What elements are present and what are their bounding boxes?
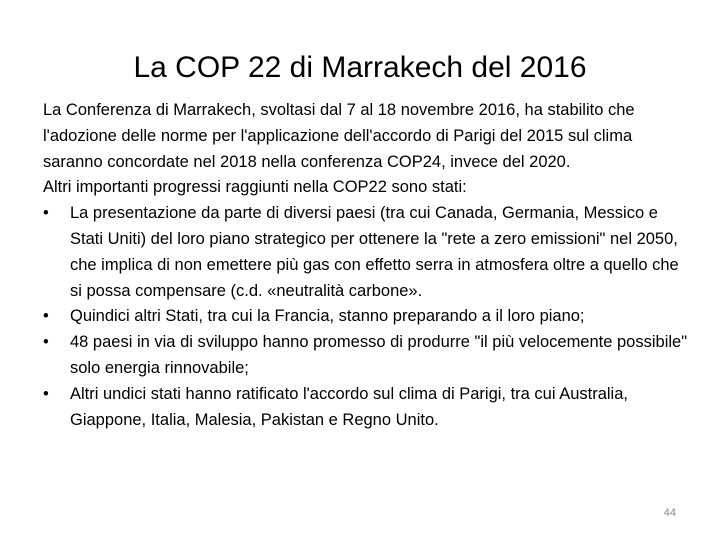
list-item: [43, 304, 688, 330]
intro-paragraph: La Conferenza di Marrakech, svoltasi dal 7 al 18 novembre 2016, ha stabilito che l'adozione delle norme per l'applicazione dell'accordo di Parigi del 2015 sul clima saranno concordate nel 2018 nella conferenza COP24, invece del 2020.: [43, 101, 635, 171]
bullet-text: 48 paesi in via di sviluppo hanno promesso di produrre "il più velocemente possibile" solo energia rinnovabile;: [70, 333, 688, 377]
list-item: [43, 201, 688, 304]
slide-title: La COP 22 di Marrakech del 2016: [133, 51, 587, 84]
lead-in-paragraph: Altri importanti progressi raggiunti nella COP22 sono stati:: [43, 178, 467, 197]
slide-body: [43, 98, 688, 433]
bullet-icon: •: [43, 384, 49, 403]
bullet-icon: •: [43, 333, 49, 352]
page-number: 44: [663, 507, 676, 519]
bullet-text: Quindici altri Stati, tra cui la Francia, stanno preparando a il loro piano;: [70, 307, 585, 326]
bullet-icon: •: [43, 204, 49, 223]
bullet-icon: •: [43, 307, 49, 326]
bullet-text: Altri undici stati hanno ratificato l'accordo sul clima di Parigi, tra cui Australia, Giappone, Italia, Malesia, Pakistan e Regno Unito.: [70, 384, 628, 429]
list-item: [43, 330, 688, 382]
bullet-list: [43, 201, 688, 433]
bullet-text: La presentazione da parte di diversi paesi (tra cui Canada, Germania, Messico e Stati Uniti) del loro piano strategico per ottenere la "rete a zero emissioni" nel 2050, che implica di non emettere più gas con effetto serra in atmosfera oltre a quello che si possa compensare (c.d. «neutralità carbone».: [70, 204, 679, 300]
list-item: [43, 382, 688, 434]
